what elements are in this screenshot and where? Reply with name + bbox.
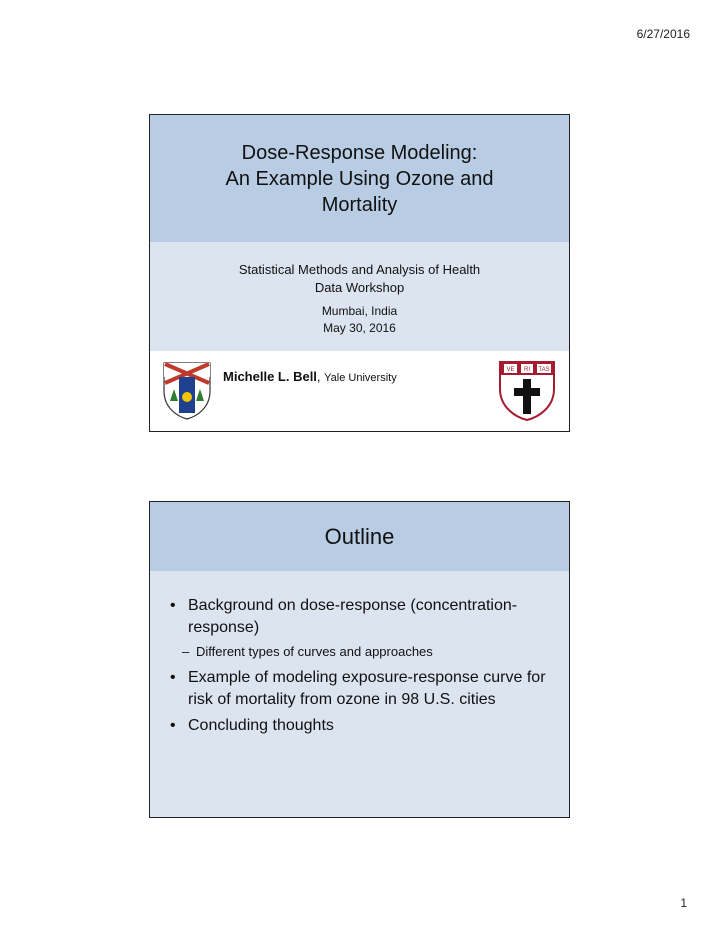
title-line: An Example Using Ozone and (225, 167, 494, 190)
bullet-item: • Concluding thoughts (170, 715, 549, 737)
bullet-item: • Example of modeling exposure-response curve for risk of mortality from ozone in 98 U.S. cities (170, 667, 549, 711)
author-separator: , (316, 369, 325, 384)
slide-title (150, 115, 569, 242)
title-line: Mortality (321, 193, 398, 216)
page-date: 6/27/2016 (636, 27, 690, 41)
author-affiliation: Yale University (324, 372, 397, 384)
location-line: May 30, 2016 (323, 321, 396, 335)
author-line (223, 369, 397, 384)
bullet-list (150, 571, 569, 737)
author-band (150, 351, 569, 431)
title-slide (149, 114, 570, 432)
yale-shield-logo (162, 361, 212, 421)
harvard-shield-logo (497, 359, 557, 423)
location-line: Mumbai, India (321, 304, 398, 318)
location-date (150, 303, 569, 337)
slide-title: Outline (150, 502, 569, 571)
outline-slide (149, 501, 570, 818)
veritas-text: RI (524, 367, 530, 373)
sub-bullet-item: – Different types of curves and approaches (170, 641, 549, 663)
bullet-item: • Background on dose-response (concentration-response) (170, 595, 549, 639)
veritas-text: TAS (538, 367, 550, 373)
author-name: Michelle L. Bell (223, 369, 317, 384)
page-number: 1 (680, 896, 687, 910)
veritas-text: VE (506, 367, 515, 373)
subtitle-line: Statistical Methods and Analysis of Health (238, 262, 481, 277)
workshop-name (150, 261, 569, 297)
title-line: Dose-Response Modeling: (241, 141, 478, 164)
subtitle-line: Data Workshop (314, 280, 405, 295)
